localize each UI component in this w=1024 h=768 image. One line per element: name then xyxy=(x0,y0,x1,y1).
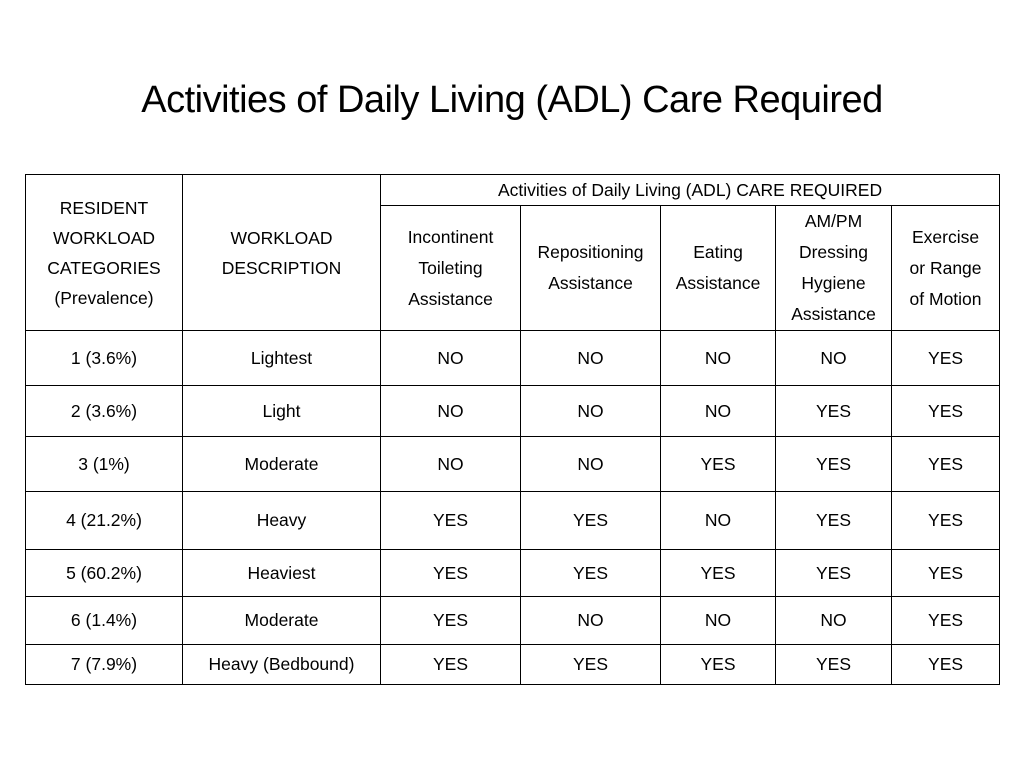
cell-eating: NO xyxy=(661,597,776,645)
header-text-line: Assistance xyxy=(791,304,876,324)
cell-exercise: YES xyxy=(892,492,1000,550)
header-text-line: RESIDENT xyxy=(59,197,149,218)
cell-exercise: YES xyxy=(892,550,1000,597)
header-text-line: WORKLOAD xyxy=(52,227,156,248)
header-text-line: Hygiene xyxy=(801,273,866,293)
table-row xyxy=(26,386,1000,437)
cell-category: 7 (7.9%) xyxy=(26,645,183,685)
header-text-line: CATEGORIES xyxy=(47,257,161,278)
header-text-line: (Prevalence) xyxy=(54,287,154,308)
table-row xyxy=(26,331,1000,386)
cell-incontinent-toileting: NO xyxy=(381,437,521,492)
cell-repositioning: NO xyxy=(521,331,661,386)
slide-title: Activities of Daily Living (ADL) Care Required xyxy=(141,79,883,121)
header-text-line: or Range xyxy=(909,257,982,278)
cell-eating: NO xyxy=(661,492,776,550)
cell-repositioning: YES xyxy=(521,492,661,550)
cell-incontinent-toileting: YES xyxy=(381,492,521,550)
cell-description: Moderate xyxy=(183,437,381,492)
header-eating xyxy=(661,206,776,331)
cell-exercise: YES xyxy=(892,331,1000,386)
cell-dressing-hygiene: YES xyxy=(776,492,892,550)
header-text-line: DESCRIPTION xyxy=(221,257,342,278)
header-text-line: Exercise xyxy=(911,226,980,247)
cell-category: 6 (1.4%) xyxy=(26,597,183,645)
cell-dressing-hygiene: YES xyxy=(776,437,892,492)
cell-category: 3 (1%) xyxy=(26,437,183,492)
cell-description: Moderate xyxy=(183,597,381,645)
cell-dressing-hygiene: NO xyxy=(776,597,892,645)
header-text-line: Toileting xyxy=(418,257,483,278)
header-dressing-hygiene xyxy=(776,206,892,331)
cell-exercise: YES xyxy=(892,386,1000,437)
cell-category: 4 (21.2%) xyxy=(26,492,183,550)
cell-incontinent-toileting: YES xyxy=(381,645,521,685)
header-text-line: Assistance xyxy=(408,288,493,309)
table-row xyxy=(26,645,1000,685)
cell-eating: NO xyxy=(661,331,776,386)
cell-description: Light xyxy=(183,386,381,437)
cell-dressing-hygiene: YES xyxy=(776,386,892,437)
table-row xyxy=(26,597,1000,645)
cell-incontinent-toileting: NO xyxy=(381,386,521,437)
cell-eating: NO xyxy=(661,386,776,437)
header-text-line: WORKLOAD xyxy=(230,227,333,248)
header-text-line: Repositioning xyxy=(537,242,644,262)
header-text-line: Dressing xyxy=(798,242,869,262)
header-text-line: of Motion xyxy=(909,288,982,309)
cell-dressing-hygiene: NO xyxy=(776,331,892,386)
cell-eating: YES xyxy=(661,437,776,492)
cell-category: 1 (3.6%) xyxy=(26,331,183,386)
cell-repositioning: NO xyxy=(521,597,661,645)
header-adl-care-required: Activities of Daily Living (ADL) CARE REQUIRED xyxy=(381,175,1000,206)
cell-description: Heaviest xyxy=(183,550,381,597)
cell-repositioning: NO xyxy=(521,437,661,492)
cell-exercise: YES xyxy=(892,645,1000,685)
cell-description: Heavy xyxy=(183,492,381,550)
cell-incontinent-toileting: YES xyxy=(381,597,521,645)
cell-repositioning: YES xyxy=(521,550,661,597)
table-row xyxy=(26,550,1000,597)
header-exercise-range-of-motion xyxy=(892,206,1000,331)
cell-incontinent-toileting: NO xyxy=(381,331,521,386)
cell-dressing-hygiene: YES xyxy=(776,550,892,597)
header-text-line: AM/PM xyxy=(804,211,863,231)
table-header xyxy=(26,175,1000,331)
cell-dressing-hygiene: YES xyxy=(776,645,892,685)
cell-exercise: YES xyxy=(892,437,1000,492)
table-row xyxy=(26,492,1000,550)
cell-category: 2 (3.6%) xyxy=(26,386,183,437)
cell-description: Lightest xyxy=(183,331,381,386)
cell-repositioning: NO xyxy=(521,386,661,437)
header-text-line: Eating xyxy=(693,242,743,262)
table-body xyxy=(26,331,1000,685)
header-text-line: Incontinent xyxy=(407,226,494,247)
cell-category: 5 (60.2%) xyxy=(26,550,183,597)
header-resident-workload-categories xyxy=(26,175,183,331)
table-row xyxy=(26,437,1000,492)
header-row-group xyxy=(26,175,1000,206)
header-repositioning xyxy=(521,206,661,331)
cell-incontinent-toileting: YES xyxy=(381,550,521,597)
header-incontinent-toileting xyxy=(381,206,521,331)
cell-exercise: YES xyxy=(892,597,1000,645)
header-workload-description xyxy=(183,175,381,331)
header-text-line: Assistance xyxy=(675,273,761,293)
cell-repositioning: YES xyxy=(521,645,661,685)
cell-eating: YES xyxy=(661,645,776,685)
adl-care-table xyxy=(25,174,1000,685)
cell-eating: YES xyxy=(661,550,776,597)
cell-description: Heavy (Bedbound) xyxy=(183,645,381,685)
header-text-line: Assistance xyxy=(548,273,633,293)
